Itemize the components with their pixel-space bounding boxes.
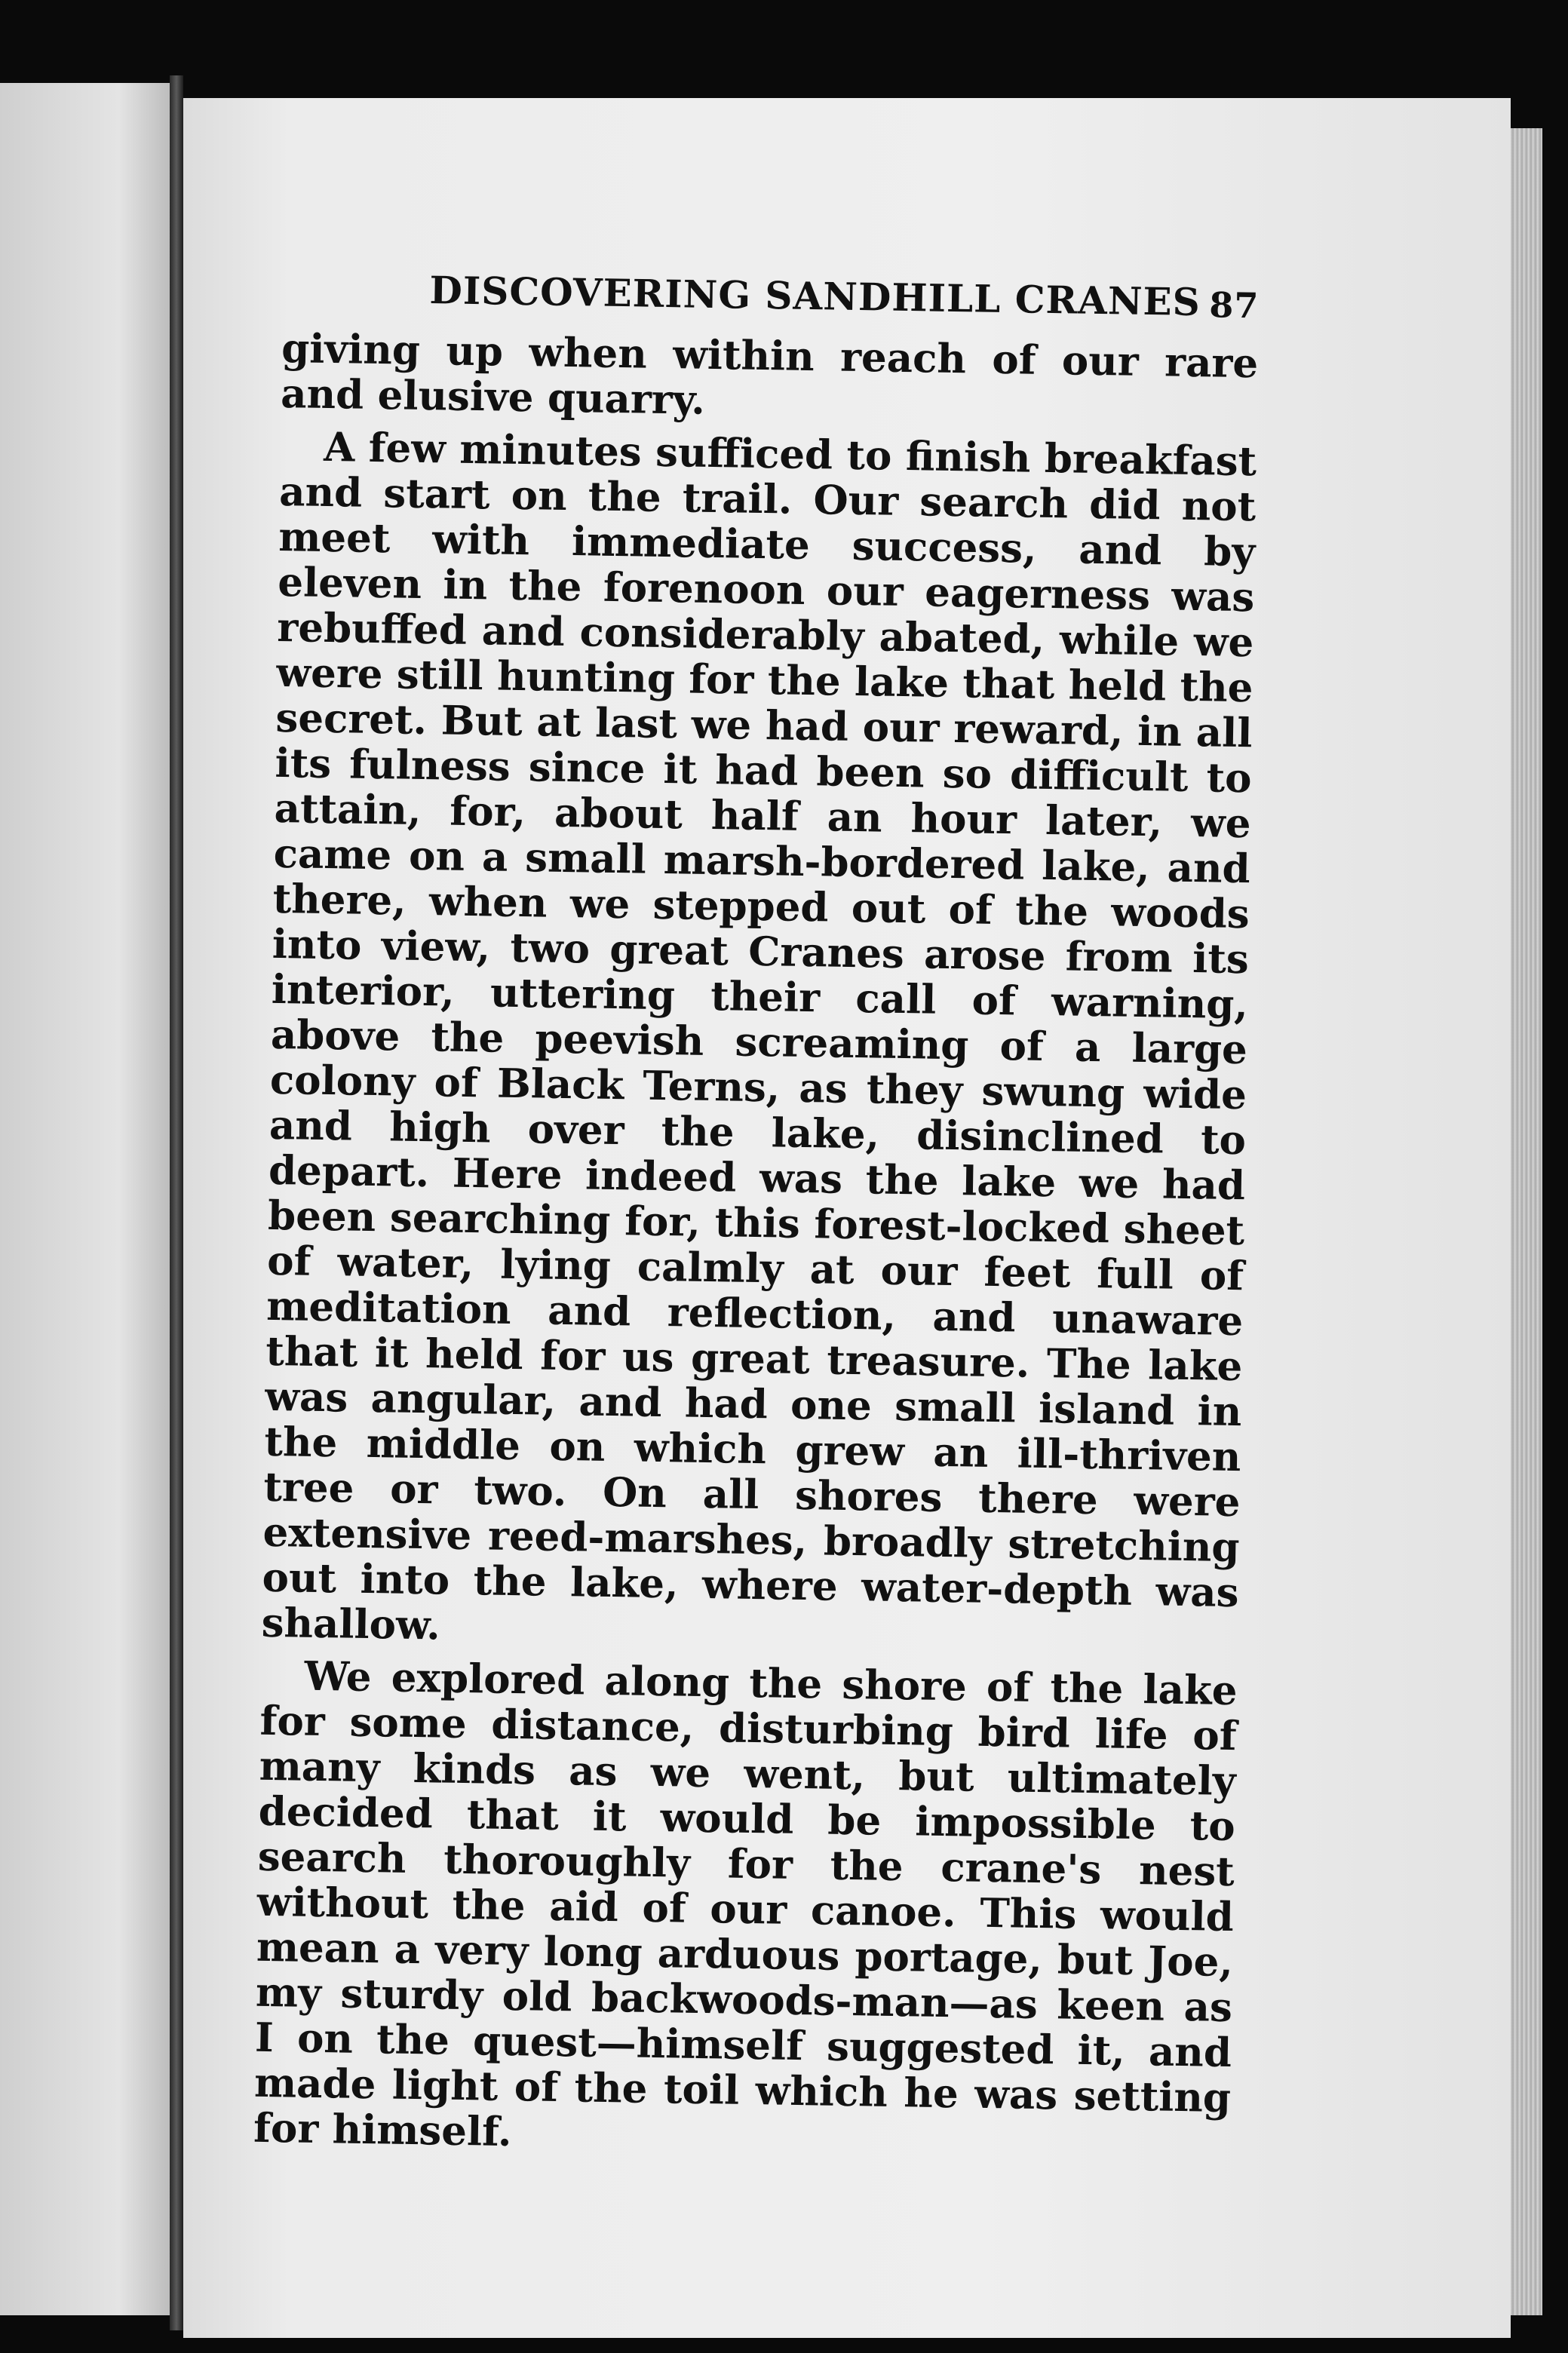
page-stack-edge: [1511, 128, 1542, 2315]
page-text-block: [253, 265, 1260, 2166]
running-title: DISCOVERING SANDHILL CRANES: [429, 268, 1201, 325]
paragraph-canoe-portage: We explored along the shore of the lake for some distance, disturbing bird life of many kinds as we went, but ultimately decided that it would be impossible to search thoroughly for the crane's nest without the aid of our canoe. This would mean a very long arduous portage, but Joe, my sturdy old backwoods-man—as keen as I on the quest—himself suggested it, and made light of the toil which he was setting for himself.: [253, 1652, 1238, 2156]
page-number: 87: [1208, 284, 1260, 327]
paragraph-continuation: giving up when within reach of our rare and elusive quarry.: [280, 324, 1259, 424]
book-gutter: [170, 75, 183, 2330]
paragraph-cranes-found: A few minutes sufficed to finish breakfast and start on the trail. Our search did not meet with immediate success, and by eleven in the forenoon our eagerness was rebuffed and considerably abated, while we were still hunting for the lake that held the secret. But at last we had our reward, in all its fulness since it had been so difficult to attain, for, about half an hour later, we came on a small marsh-bordered lake, and there, when we stepped out of the woods into view, two great Cranes arose from its interior, uttering their call of warning, above the peevish screaming of a large colony of Black Terns, as they swung wide and high over the lake, disinclined to depart. Here indeed was the lake we had been searching for, this forest-locked sheet of water, lying calmly at our feet full of meditation and reflection, and unaware that it held for us great treasure. The lake was angular, and had one small island in the middle on which grew an ill-thriven tree or two. On all shores there were extensive reed-marshes, broadly stretching out into the lake, where water-depth was shallow.: [261, 423, 1257, 1649]
facing-page-edge: [0, 83, 170, 2315]
